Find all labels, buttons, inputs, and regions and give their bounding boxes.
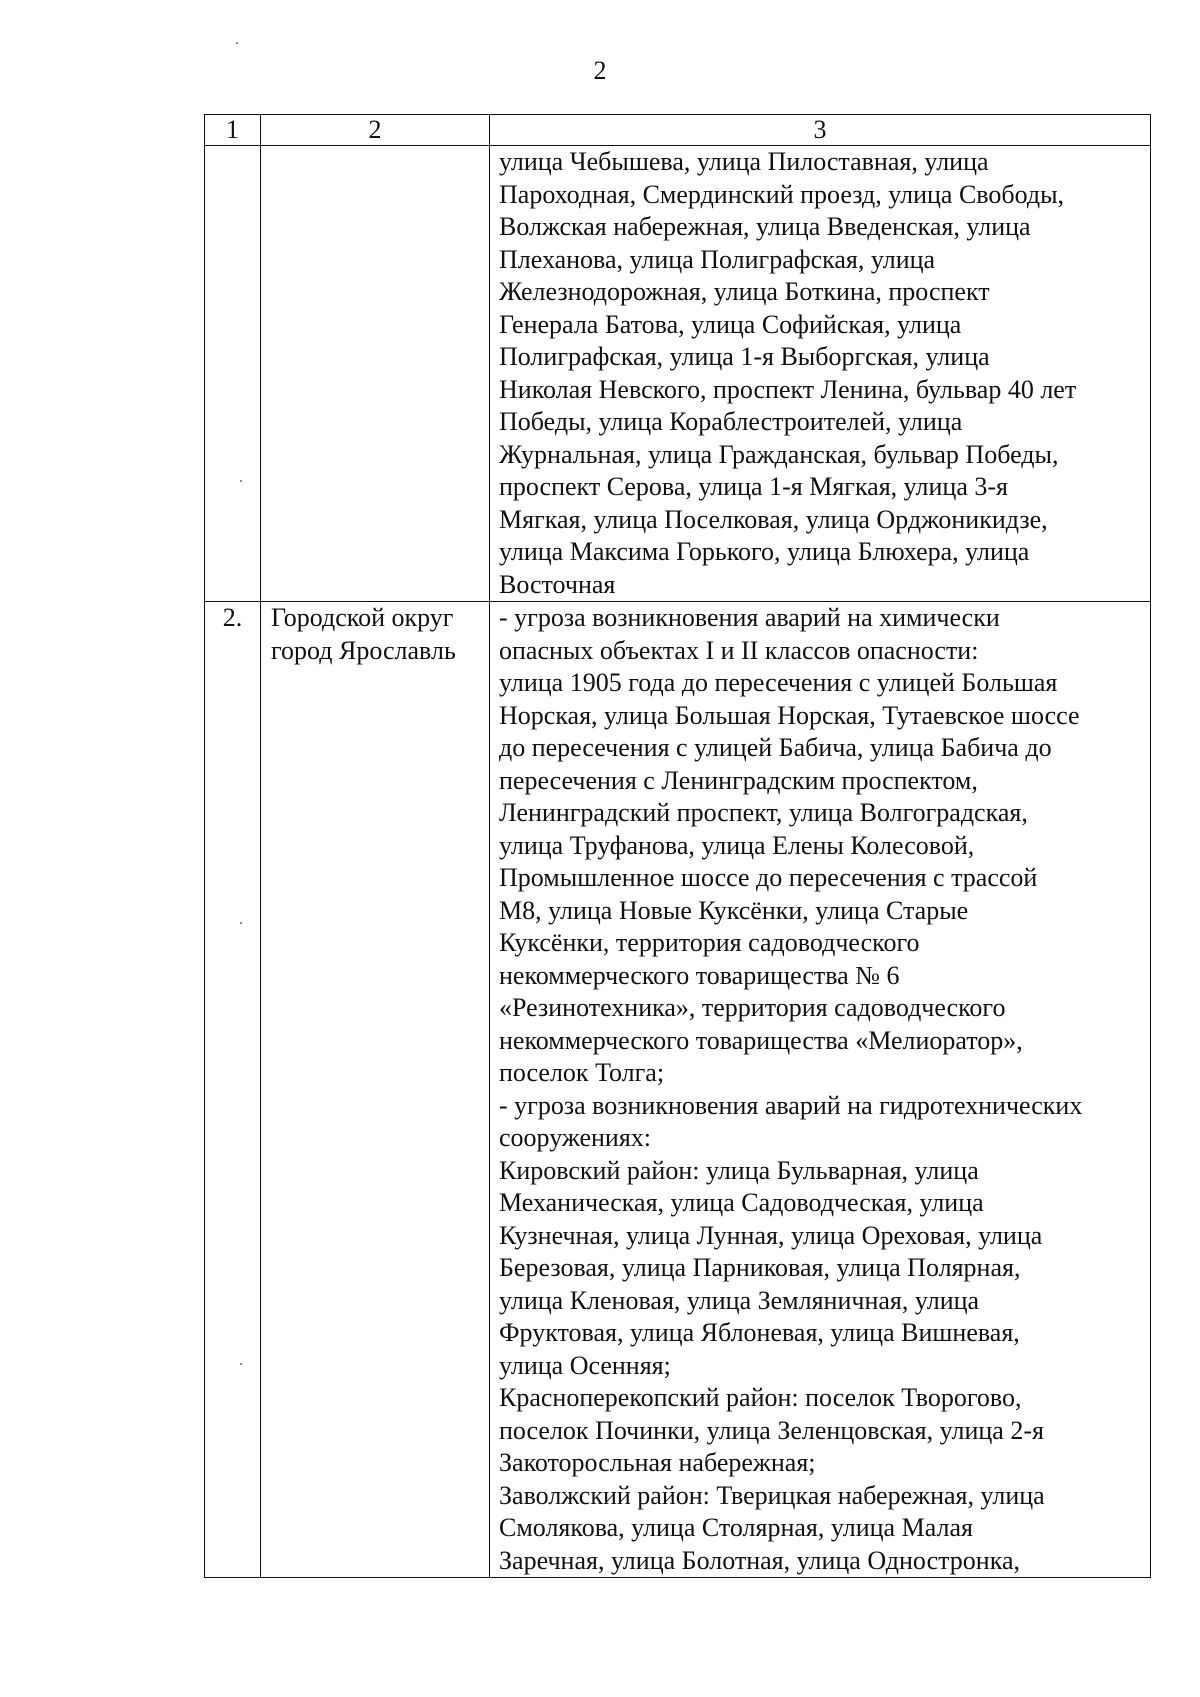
territory-line: - угроза возникновения аварий на химически [499, 603, 1000, 632]
municipality-name [261, 602, 490, 1578]
territory-line: Закоторосльная набережная; [499, 1448, 816, 1477]
territory-line: - угроза возникновения аварий на гидротехнических [499, 1090, 1083, 1120]
territory-line: Железнодорожная, улица Боткина, проспект [499, 277, 990, 306]
territory-line: Кировский район: улица Бульварная, улица [499, 1155, 979, 1185]
territory-line: Мягкая, улица Поселковая, улица Орджоникидзе, [499, 504, 1048, 534]
page-number: 2 [593, 56, 607, 85]
column-header-3: 3 [490, 115, 1151, 146]
territory-line: Березовая, улица Парниковая, улица Полярная, [499, 1253, 1021, 1282]
territory-line: Восточная [499, 569, 616, 599]
territory-line: поселок Починки, улица Зеленцовская, улица 2-я [499, 1415, 1044, 1445]
table-header-row [205, 115, 1151, 146]
territory-line: Ленинградский проспект, улица Волгоградская, [499, 798, 1028, 827]
table-row-continuation [205, 146, 1151, 602]
row-number: 2. [205, 602, 261, 1578]
territory-line: Волжская набережная, улица Введенская, улица [499, 212, 1031, 241]
municipality-name-line: Городской округ [271, 603, 454, 632]
territory-line: поселок Толга; [499, 1058, 665, 1087]
territory-line: Кузнечная, улица Лунная, улица Ореховая, улица [499, 1220, 1043, 1250]
territory-line: некоммерческого товарищества «Мелиоратор», [499, 1025, 1023, 1055]
scan-speck [240, 922, 242, 924]
territory-line: Полиграфская, улица 1-я Выборгская, улица [499, 342, 990, 371]
territory-line: пересечения с Ленинградским проспектом, [499, 765, 978, 795]
municipality-name [261, 146, 490, 602]
territory-line: М8, улица Новые Куксёнки, улица Старые [499, 895, 969, 925]
territory-line: некоммерческого товарищества № 6 [499, 960, 900, 990]
column-header-1: 1 [205, 115, 261, 146]
territory-line: Промышленное шоссе до пересечения с трассой [499, 863, 1038, 892]
territory-line: опасных объектах I и II классов опасности: [499, 635, 979, 665]
territory-line: «Резинотехника», территория садоводческого [499, 993, 1006, 1022]
scan-speck [240, 1363, 242, 1365]
territory-table [204, 114, 1151, 1578]
scan-speck [240, 480, 242, 482]
territory-line: Победы, улица Кораблестроителей, улица [499, 407, 963, 436]
territory-line: Заречная, улица Болотная, улица Одностронка, [499, 1545, 1020, 1575]
territory-line: до пересечения с улицей Бабича, улица Бабича до [499, 733, 1052, 762]
territory-line: улица Чебышева, улица Пилоставная, улица [499, 147, 989, 176]
row-number [205, 146, 261, 602]
territory-line: улица Кленовая, улица Земляничная, улица [499, 1285, 980, 1315]
scan-speck [236, 42, 238, 44]
territory-line: Николая Невского, проспект Ленина, бульвар 40 лет [499, 374, 1077, 404]
territory-line: улица 1905 года до пересечения с улицей Большая [499, 668, 1058, 697]
table-row-yaroslavl [205, 602, 1151, 1578]
territory-list [490, 602, 1151, 1578]
territory-line: Норская, улица Большая Норская, Тутаевское шоссе [499, 700, 1080, 730]
territory-line: проспект Серова, улица 1-я Мягкая, улица 3-я [499, 472, 1008, 501]
territory-line: Смолякова, улица Столярная, улица Малая [499, 1513, 973, 1542]
territory-list [490, 146, 1151, 602]
territory-line: улица Максима Горького, улица Блюхера, улица [499, 537, 1030, 566]
municipality-name-line: город Ярославль [271, 635, 456, 665]
territory-line: улица Осенняя; [499, 1350, 671, 1380]
territory-line: Заволжский район: Тверицкая набережная, улица [499, 1480, 1045, 1510]
territory-line: улица Труфанова, улица Елены Колесовой, [499, 830, 975, 860]
territory-line: Фруктовая, улица Яблоневая, улица Вишневая, [499, 1318, 1020, 1347]
column-header-2: 2 [261, 115, 490, 146]
territory-line: сооружениях: [499, 1123, 652, 1152]
territory-line: Генерала Батова, улица Софийская, улица [499, 309, 962, 339]
territory-line: Механическая, улица Садоводческая, улица [499, 1188, 984, 1217]
territory-line: Плеханова, улица Полиграфская, улица [499, 244, 936, 274]
territory-line: Пароходная, Смердинский проезд, улица Свободы, [499, 179, 1065, 209]
territory-line: Красноперекопский район: поселок Творогово, [499, 1383, 1022, 1412]
territory-line: Журнальная, улица Гражданская, бульвар Победы, [499, 439, 1059, 469]
territory-line: Куксёнки, территория садоводческого [499, 928, 920, 957]
